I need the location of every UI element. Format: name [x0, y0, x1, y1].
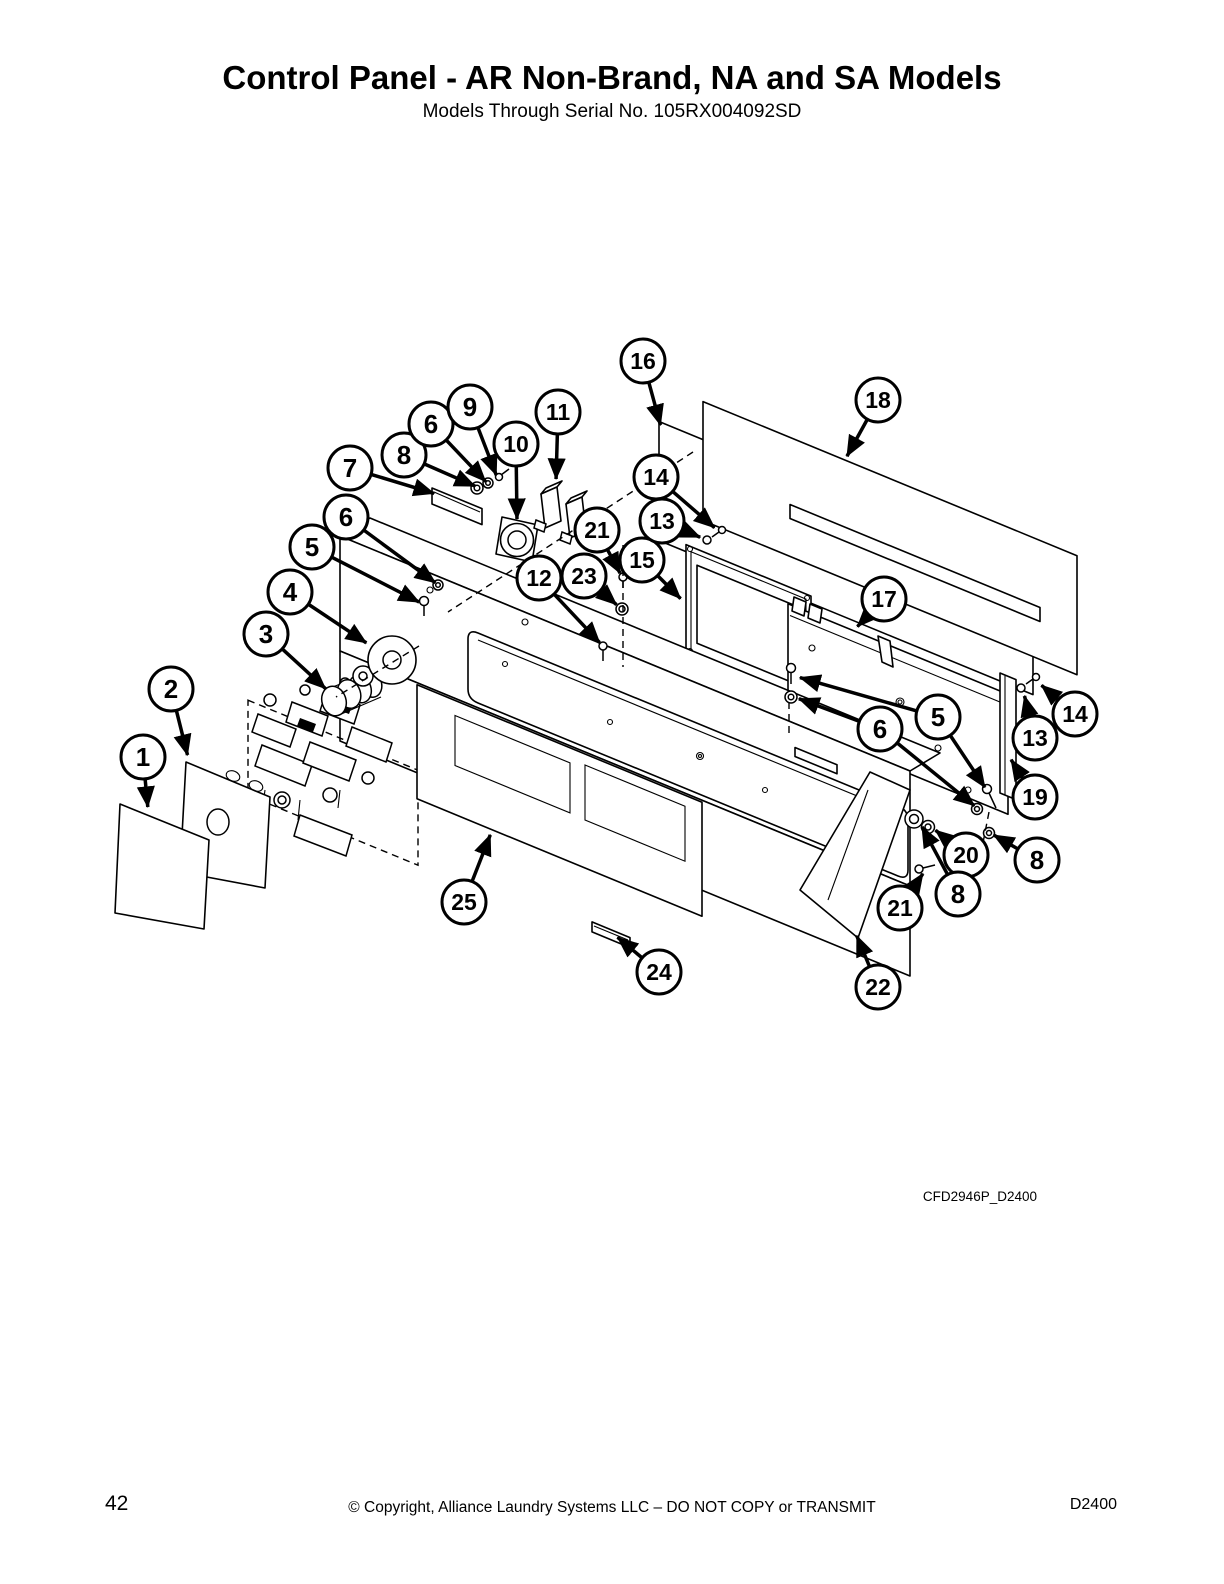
nut: [703, 536, 711, 544]
screw-head: [915, 865, 923, 873]
callout-leader-arrow: [472, 835, 490, 881]
screw-head: [787, 664, 796, 673]
valve-port: [362, 772, 374, 784]
callout-leader-arrow: [658, 576, 680, 598]
callout-number: 6: [338, 502, 354, 532]
valve-component: [303, 742, 356, 781]
part-10-grommet-hole: [508, 531, 526, 549]
callout-number: 15: [629, 547, 655, 573]
screw-shaft: [923, 865, 935, 868]
screw-head: [599, 642, 607, 650]
callout-number: 5: [930, 702, 946, 732]
part-11-switch: [541, 487, 561, 528]
washer: [987, 831, 992, 836]
wire: [338, 790, 340, 808]
cap-nut: [619, 606, 625, 612]
footer-doc-code: D2400: [1069, 1496, 1117, 1513]
valve-port: [300, 685, 310, 695]
callout-number: 24: [646, 959, 672, 985]
callout-number: 18: [865, 387, 891, 413]
callout-number: 21: [887, 895, 913, 921]
callout-number: 9: [462, 392, 478, 422]
callout-number: 12: [526, 565, 552, 591]
callout-number: 11: [545, 399, 571, 425]
callout-leader-arrow: [177, 711, 188, 755]
valve-port: [278, 796, 286, 804]
callout-8: [994, 835, 1059, 882]
valve-port: [323, 788, 337, 802]
callout-number: 17: [871, 586, 897, 612]
callout-number: 14: [1062, 701, 1088, 727]
callout-leader-arrow: [994, 835, 1017, 848]
screw-shaft: [501, 469, 509, 475]
callout-leader-arrow: [847, 420, 867, 456]
valve-port: [264, 694, 276, 706]
callout-15: [620, 538, 681, 599]
footer-copyright: © Copyright, Alliance Laundry Systems LLC – DO NOT COPY or TRANSMIT: [348, 1499, 876, 1516]
callout-11: [536, 390, 580, 479]
nut: [436, 583, 441, 588]
retainer-ring: [925, 824, 931, 830]
callout-leader-arrow: [649, 383, 660, 425]
callout-number: 8: [950, 879, 966, 909]
callout-number: 10: [503, 431, 529, 457]
washer: [975, 807, 980, 812]
timer-component: [294, 815, 352, 856]
callout-3: [244, 612, 326, 689]
callout-number: 23: [571, 563, 597, 589]
page-subtitle: Models Through Serial No. 105RX004092SD: [422, 101, 802, 122]
page-number: 42: [105, 1492, 129, 1515]
bushing: [910, 815, 919, 824]
callout-number: 4: [282, 577, 298, 607]
callout-number: 8: [396, 440, 412, 470]
callout-number: 14: [643, 464, 669, 490]
callout-number: 13: [1022, 725, 1048, 751]
callout-leader-arrow: [601, 591, 616, 604]
callout-leader-arrow: [913, 874, 923, 889]
callout-13: [1013, 696, 1057, 760]
nut: [486, 481, 491, 486]
callout-number: 19: [1022, 784, 1048, 810]
callout-number: 8: [1029, 845, 1045, 875]
callout-leader-arrow: [936, 830, 949, 840]
callout-24: [618, 937, 681, 994]
callout-leader-arrow: [516, 467, 517, 519]
callout-leader-arrow: [425, 464, 475, 486]
callout-leader-arrow: [1042, 685, 1058, 699]
diagram-parts: [115, 402, 1077, 976]
screw-head: [719, 527, 726, 534]
figure-code: CFD2946P_D2400: [922, 1189, 1037, 1204]
part-2-knob-hole: [207, 809, 229, 835]
callout-number: 13: [649, 508, 675, 534]
callout-number: 5: [304, 532, 320, 562]
page-title: Control Panel - AR Non-Brand, NA and SA Models: [222, 59, 1002, 96]
callout-number: 3: [258, 619, 274, 649]
callout-18: [847, 378, 900, 456]
callout-leader-arrow: [608, 550, 620, 573]
callout-number: 6: [872, 714, 888, 744]
valve-component: [255, 745, 312, 786]
callout-9: [448, 385, 496, 475]
callout-number: 25: [451, 889, 477, 915]
callout-number: 6: [423, 409, 439, 439]
callout-number: 2: [163, 674, 179, 704]
screw-head: [1033, 674, 1040, 681]
callout-leader-arrow: [556, 435, 557, 479]
callout-19: [1011, 760, 1057, 819]
callout-23: [562, 554, 617, 605]
callout-25: [442, 835, 490, 924]
callout-16: [621, 339, 665, 425]
screw-head: [420, 597, 429, 606]
callout-leader-arrow: [145, 780, 148, 807]
nut: [1017, 684, 1025, 692]
callout-number: 21: [584, 517, 610, 543]
callout-number: 1: [135, 742, 151, 772]
washer: [788, 694, 794, 700]
callout-number: 20: [953, 842, 979, 868]
callout-leader-arrow: [478, 428, 496, 475]
callout-10: [494, 422, 538, 519]
callout-number: 16: [630, 348, 656, 374]
callout-number: 22: [865, 974, 891, 1000]
callout-leader-arrow: [1024, 696, 1029, 716]
callout-leader-arrow: [283, 650, 326, 689]
callout-1: [121, 735, 165, 807]
callout-number: 7: [342, 453, 358, 483]
